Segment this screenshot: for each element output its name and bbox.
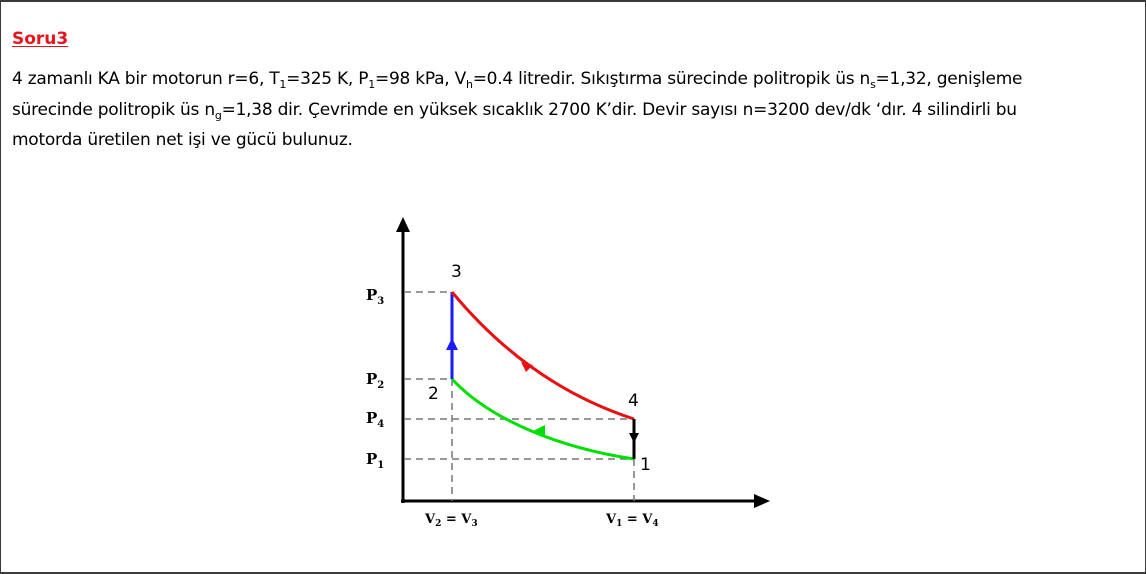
expansion-curve-3-4 [452, 292, 634, 419]
subscript: s [870, 78, 876, 91]
y-label-p2: $P_2$ [366, 370, 385, 391]
point-label-2: 2 [428, 384, 439, 404]
question-line-2: sürecinde politropik üs $n_g=1,38$ dir. Çevrimde en yüksek sıcaklık 2700 K’dir. Devir sayısı n=3200 dev/dk ‘dır. 4 silindirli bu [12, 99, 1017, 122]
question-line-3: motorda üretilen net işi ve gücü bulunuz. [12, 130, 353, 150]
x-label-v2-v3: $V_2 = V_3$ [425, 512, 478, 529]
subscript: h [465, 78, 473, 91]
y-axis-arrowhead [396, 217, 410, 232]
subscript: 1 [279, 78, 287, 91]
x-axis-arrowhead [754, 494, 770, 508]
y-label-p4: $P_4$ [366, 409, 385, 430]
question-title: Soru3 [12, 29, 69, 49]
heat-addition-arrow [446, 338, 458, 350]
point-label-3: 3 [451, 262, 462, 282]
subscript: g [214, 108, 222, 122]
point-label-1: 1 [640, 455, 651, 475]
y-label-p1: $P_1$ [366, 450, 385, 471]
y-label-p3: $P_3$ [366, 286, 385, 307]
point-label-4: 4 [628, 391, 639, 411]
x-label-v1-v4: $V_1 = V_4$ [606, 512, 659, 529]
subscript: 1 [368, 78, 375, 91]
question-line-1: 4 zamanlı KA bir motorun r=6, $T_1=325$ K, $P_1=98$ kPa, $V_h=0.4$ litredir. Sıkıştırma sürecinde politropik üs $n_s=1,32$, genişleme [12, 69, 1023, 91]
heat-rejection-arrow [629, 433, 639, 443]
